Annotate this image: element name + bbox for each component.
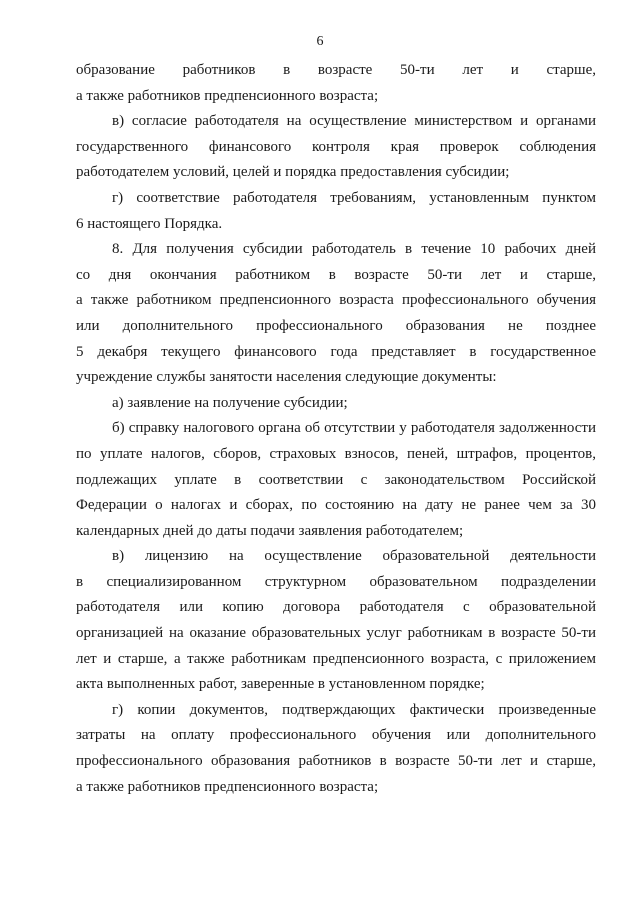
text-line: подлежащих уплате в соответствии с законодательством Российской	[76, 471, 596, 488]
text-line: в) согласие работодателя на осуществление министерством и органами	[112, 113, 596, 130]
text-line: профессионального образования работников в возрасте 50-ти лет и старше,	[76, 753, 596, 770]
text-line: 5 декабря текущего финансового года представляет в государственное	[76, 343, 596, 360]
text-line: в) лицензию на осуществление образовательной деятельности	[112, 548, 596, 565]
text-line: а также работников предпенсионного возраста;	[76, 778, 379, 795]
text-line: со дня окончания работником в возрасте 50-ти лет и старше,	[76, 266, 596, 283]
text-line: или дополнительного профессионального образования не позднее	[76, 317, 596, 334]
document-body	[76, 58, 596, 800]
text-line: 8. Для получения субсидии работодатель в течение 10 рабочих дней	[112, 241, 596, 258]
text-line: учреждение службы занятости населения следующие документы:	[76, 369, 497, 386]
text-line: работодателя или копию договора работодателя с образовательной	[76, 599, 596, 616]
text-line: по уплате налогов, сборов, страховых взносов, пеней, штрафов, процентов,	[76, 445, 596, 462]
text-line: б) справку налогового органа об отсутствии у работодателя задолженности	[112, 420, 596, 437]
text-line: затраты на оплату профессионального обучения или дополнительного	[76, 727, 596, 744]
text-line: г) копии документов, подтверждающих фактически произведенные	[112, 701, 596, 718]
text-line: акта выполненных работ, заверенные в установленном порядке;	[76, 676, 485, 693]
text-line: работодателем условий, целей и порядка предоставления субсидии;	[76, 164, 510, 181]
page-number: 6	[316, 34, 324, 49]
text-line: государственного финансового контроля края проверок соблюдения	[76, 138, 596, 155]
text-line: календарных дней до даты подачи заявления работодателем;	[76, 522, 464, 539]
text-line: лет и старше, а также работникам предпенсионного возраста, с приложением	[76, 650, 596, 667]
text-line: 6 настоящего Порядка.	[76, 215, 223, 232]
text-line: организацией на оказание образовательных услуг работникам в возрасте 50-ти	[76, 625, 596, 642]
text-line: образование работников в возрасте 50-ти лет и старше,	[76, 62, 596, 78]
text-line: а также работников предпенсионного возраста;	[76, 87, 379, 104]
text-line: г) соответствие работодателя требованиям, установленным пунктом	[112, 189, 596, 206]
text-line: а) заявление на получение субсидии;	[112, 394, 348, 411]
text-line: Федерации о налогах и сборах, по состоянию на дату не ранее чем за 30	[76, 497, 596, 514]
text-line: в специализированном структурном образовательном подразделении	[76, 573, 596, 590]
text-line: а также работником предпенсионного возраста профессионального обучения	[76, 292, 596, 309]
